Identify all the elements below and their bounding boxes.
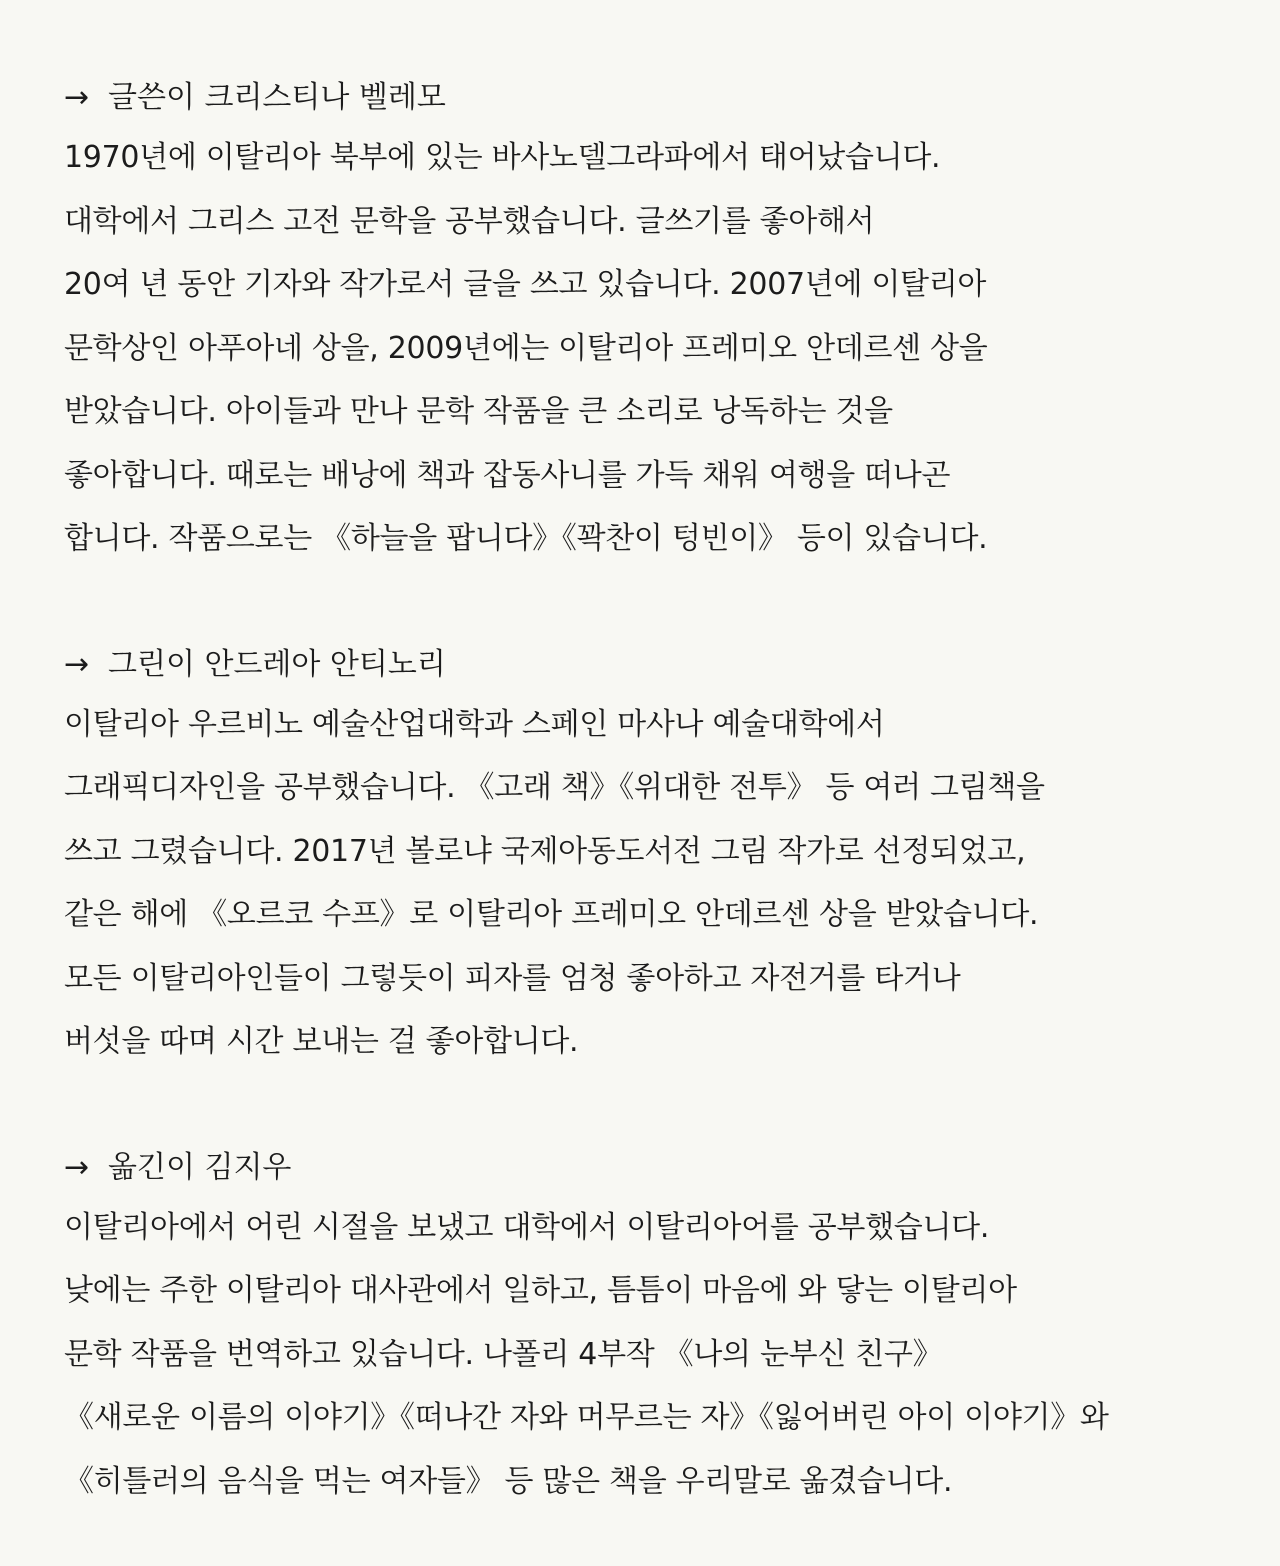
author-heading-text: 글쓴이 크리스티나 벨레모: [108, 80, 446, 115]
illustrator-bio-line: 같은 해에 《오르코 수프》로 이탈리아 프레미오 안데르센 상을 받았습니다.: [64, 897, 1039, 932]
illustrator-bio-line: 모든 이탈리아인들이 그렇듯이 피자를 엄청 좋아하고 자전거를 타거나: [64, 960, 961, 996]
arrow-right-icon: →: [64, 1149, 90, 1185]
author-bio-line: 합니다. 작품으로는 《하늘을 팝니다》《꽉찬이 텅빈이》 등이 있습니다.: [64, 521, 988, 556]
author-heading: [64, 70, 1254, 126]
illustrator-bio-line: 버섯을 따며 시간 보내는 걸 좋아합니다.: [64, 1024, 579, 1059]
translator-bio-line: 문학 작품을 번역하고 있습니다. 나폴리 4부작 《나의 눈부신 친구》: [64, 1336, 943, 1372]
illustrator-bio-section: [64, 637, 1254, 1074]
illustrator-bio-line: 쓰고 그렸습니다. 2017년 볼로냐 국제아동도서전 그림 작가로 선정되었고,: [64, 833, 1026, 869]
illustrator-heading-text: 그린이 안드레아 안티노리: [108, 646, 446, 682]
illustrator-bio-line: 그래픽디자인을 공부했습니다. 《고래 책》《위대한 전투》 등 여러 그림책을: [64, 770, 1045, 805]
translator-bio-line: 이탈리아에서 어린 시절을 보냈고 대학에서 이탈리아어를 공부했습니다.: [64, 1209, 990, 1245]
translator-heading: [64, 1140, 1254, 1196]
translator-bio-section: [64, 1140, 1254, 1514]
arrow-right-icon: →: [64, 80, 90, 115]
translator-bio-line: 《새로운 이름의 이야기》《떠나간 자와 머무르는 자》《잃어버린 아이 이야기》와: [64, 1400, 1109, 1435]
author-bio-line: 대학에서 그리스 고전 문학을 공부했습니다. 글쓰기를 좋아해서: [64, 203, 875, 239]
author-bio-line: 받았습니다. 아이들과 만나 문학 작품을 큰 소리로 낭독하는 것을: [64, 394, 893, 429]
translator-bio-line: 《히틀러의 음식을 먹는 여자들》 등 많은 책을 우리말로 옮겼습니다.: [64, 1463, 953, 1499]
translator-bio-line: 낮에는 주한 이탈리아 대사관에서 일하고, 틈틈이 마음에 와 닿는 이탈리아: [64, 1273, 1017, 1308]
translator-heading-text: 옮긴이 김지우: [108, 1149, 292, 1185]
author-bio-line: 1970년에 이탈리아 북부에 있는 바사노델그라파에서 태어났습니다.: [64, 140, 941, 175]
illustrator-heading: [64, 637, 1254, 693]
author-bio-line: 좋아합니다. 때로는 배낭에 책과 잡동사니를 가득 채워 여행을 떠나곤: [64, 457, 951, 493]
illustrator-bio-line: 이탈리아 우르비노 예술산업대학과 스페인 마사나 예술대학에서: [64, 706, 885, 742]
bio-page: [64, 70, 1254, 1513]
author-bio-line: 20여 년 동안 기자와 작가로서 글을 쓰고 있습니다. 2007년에 이탈리아: [64, 267, 987, 302]
author-bio-section: [64, 70, 1254, 571]
arrow-right-icon: →: [64, 646, 90, 682]
author-bio-line: 문학상인 아푸아네 상을, 2009년에는 이탈리아 프레미오 안데르센 상을: [64, 330, 988, 366]
